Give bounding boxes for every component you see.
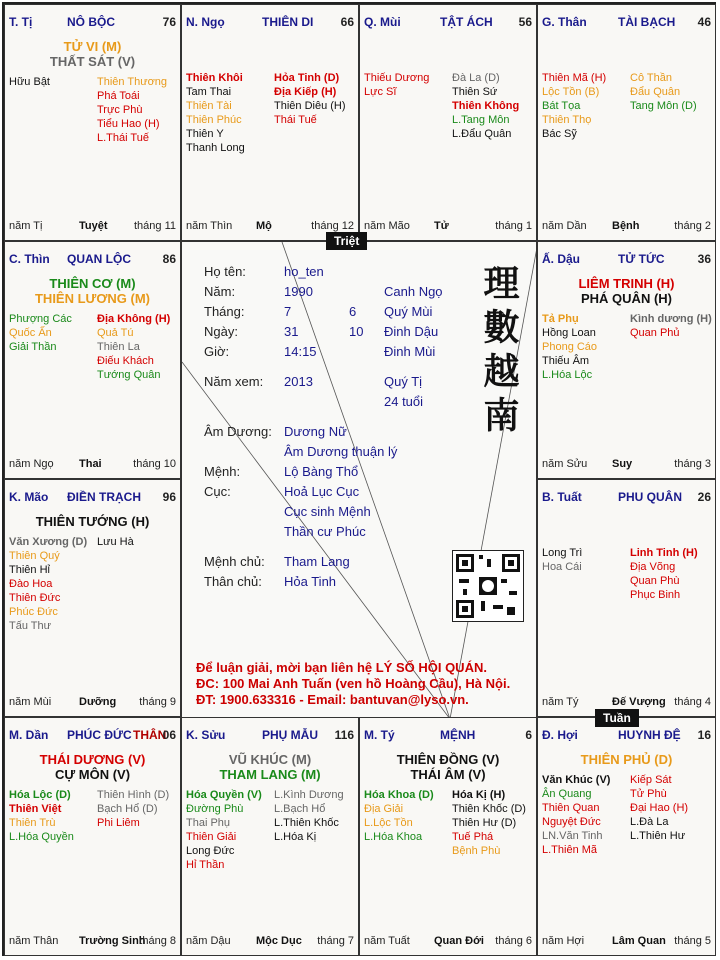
star-column-left	[186, 71, 245, 155]
star-item: Tướng Quân	[97, 369, 161, 381]
palace-name: QUAN LỘC	[67, 252, 131, 266]
palace-cell	[181, 717, 359, 956]
palace-name: MỆNH	[440, 728, 476, 742]
palace-footer	[542, 935, 711, 949]
palace-stage: Dưỡng	[79, 696, 117, 708]
palace-branch: K. Mão	[9, 490, 49, 504]
star-item: Phúc Đức	[9, 606, 58, 618]
star-column-left	[364, 71, 429, 99]
star-item: L.Hóa Kị	[274, 831, 317, 843]
main-star: VŨ KHÚC (M)	[228, 752, 312, 767]
star-item: Thanh Long	[186, 142, 245, 154]
palace-branch: N. Ngọ	[186, 15, 225, 29]
star-column-right	[274, 71, 346, 127]
palace-cell	[359, 717, 537, 956]
palace-branch: G. Thân	[542, 15, 587, 29]
star-item: Địa Kiếp (H)	[274, 86, 337, 98]
qr-code-icon	[453, 551, 523, 621]
value-ngay: 31	[284, 324, 299, 339]
palace-month: tháng 8	[139, 935, 176, 947]
star-item: Thiên Thương	[97, 76, 168, 88]
palace-year: năm Thìn	[186, 220, 233, 232]
value-menh: Lộ Bàng Thổ	[284, 464, 359, 479]
star-column-right	[630, 71, 697, 113]
star-item: Tam Thai	[186, 86, 232, 98]
label-menh-chu: Mệnh chủ:	[204, 554, 265, 569]
star-item: Thiên Hình (D)	[97, 789, 170, 801]
triet-tag: Triệt	[326, 232, 367, 250]
palace-footer	[364, 220, 532, 234]
star-item: Tuế Phá	[452, 831, 494, 843]
palace-stage: Suy	[612, 458, 633, 470]
star-item: Thiên Tài	[186, 100, 232, 112]
star-item: Đào Hoa	[9, 578, 53, 590]
palace-month: tháng 11	[133, 220, 176, 232]
value-nam-xem-canchi: Quý Tị	[384, 374, 423, 389]
palace-number: 06	[162, 728, 176, 742]
value-menh-chu: Tham Lang	[284, 554, 350, 569]
palace-number: 96	[162, 490, 176, 504]
star-item: Thiên Diêu (H)	[274, 100, 346, 112]
palace-number: 66	[340, 15, 354, 29]
palace-year: năm Tuất	[364, 935, 410, 947]
value-ngay-am: 10	[349, 324, 364, 339]
palace-footer	[9, 935, 176, 949]
star-item: Trực Phù	[97, 104, 143, 116]
star-item: Hồng Loan	[542, 327, 596, 339]
palace-year: năm Mùi	[9, 696, 52, 708]
palace-branch: Q. Mùi	[364, 15, 401, 29]
palace-year: năm Mão	[364, 220, 410, 232]
value-ho-ten: ho_ten	[284, 264, 324, 279]
value-am-duong-2: Âm Dương thuận lý	[284, 444, 398, 459]
palace-than-tag: THÂN	[133, 728, 167, 742]
star-item: Phượng Các	[9, 313, 72, 325]
value-nam-canchi: Canh Ngọ	[384, 284, 443, 299]
center-info-panel	[181, 241, 537, 718]
star-item: Tử Phù	[630, 788, 667, 800]
palace-stage: Thai	[79, 458, 102, 470]
star-item: Thiên Hư (D)	[452, 817, 517, 829]
star-column-right	[274, 788, 344, 844]
label-ho-ten: Họ tên:	[204, 264, 246, 279]
label-nam-xem: Năm xem:	[204, 374, 264, 389]
star-item: Kình dương (H)	[630, 313, 712, 325]
palace-name: PHU QUÂN	[618, 490, 683, 504]
star-item: Địa Giải	[364, 803, 404, 815]
star-column-right	[97, 788, 169, 830]
palace-number: 26	[697, 490, 711, 504]
star-item: Phá Toái	[97, 90, 140, 102]
palace-stage: Mộc Dục	[256, 935, 302, 947]
label-menh: Mệnh:	[204, 464, 241, 479]
palace-branch: Ấ. Dậu	[542, 252, 581, 266]
star-item: Thiên Sứ	[452, 86, 498, 98]
label-ngay: Ngày:	[204, 324, 238, 339]
star-item: Phong Cáo	[542, 341, 598, 353]
palace-number: 76	[162, 15, 176, 29]
palace-branch: Đ. Hợi	[542, 728, 578, 742]
star-item: Thiên Trù	[9, 817, 56, 829]
palace-footer	[364, 935, 532, 949]
palace-stage: Trường Sinh	[79, 935, 146, 947]
star-item: Thiên Không	[452, 100, 520, 112]
palace-cell	[4, 479, 181, 717]
palace-number: 16	[697, 728, 711, 742]
value-am-duong: Dương Nữ	[284, 424, 347, 439]
star-item: Thiên Quý	[9, 550, 60, 562]
star-column-left	[9, 788, 74, 844]
palace-name: TỬ TỨC	[618, 252, 665, 266]
main-star: THẤT SÁT (V)	[49, 54, 136, 69]
main-star: THÁI ÂM (V)	[410, 767, 486, 782]
main-star: PHÁ QUÂN (H)	[581, 291, 672, 306]
contact-line-3: ĐT: 1900.633316 - Email: bantuvan@lyso.vn.	[196, 692, 469, 707]
main-star: THAM LANG (M)	[219, 767, 321, 782]
main-star: THIÊN ĐỒNG (V)	[396, 752, 500, 767]
palace-month: tháng 6	[495, 935, 532, 947]
value-thang: 7	[284, 304, 292, 319]
palace-cell	[537, 241, 716, 479]
label-thang: Tháng:	[204, 304, 245, 319]
star-column-right	[97, 312, 170, 382]
label-nam: Năm:	[204, 284, 236, 299]
star-item: Lộc Tồn (B)	[542, 86, 600, 98]
star-item: Cô Thần	[630, 72, 672, 84]
palace-cell	[359, 4, 537, 241]
lyso-logo	[472, 264, 532, 440]
star-item: L.Lộc Tồn	[364, 817, 413, 829]
star-item: L.Thiên Khốc	[274, 817, 339, 829]
palace-branch: K. Sửu	[186, 728, 226, 742]
palace-cell	[4, 241, 181, 479]
star-item: Bác Sỹ	[542, 128, 577, 140]
star-item: Long Trì	[542, 547, 583, 559]
star-item: Hỉ Thần	[186, 859, 225, 871]
star-column-left	[186, 788, 262, 872]
palace-branch: M. Dần	[9, 728, 49, 742]
star-item: L.Thiên Hư	[630, 830, 686, 842]
palace-stage: Mộ	[256, 220, 272, 232]
star-column-right	[97, 535, 134, 549]
star-item: Thiên Đức	[9, 592, 61, 604]
star-column-left	[542, 546, 582, 574]
value-thang-am: 6	[349, 304, 357, 319]
palace-number: 36	[697, 252, 711, 266]
star-item: Văn Khúc (V)	[542, 774, 611, 786]
star-column-right	[452, 788, 526, 858]
value-cuc-3: Thần cư Phúc	[284, 524, 366, 539]
palace-name: PHỤ MẪU	[262, 728, 318, 742]
qr-code	[452, 550, 524, 622]
star-item: Quả Tú	[97, 327, 134, 339]
star-item: L.Thiên Mã	[542, 844, 598, 856]
star-item: Quốc Ấn	[9, 327, 52, 339]
star-column-left	[9, 75, 50, 89]
palace-year: năm Sửu	[542, 458, 588, 470]
palace-footer	[9, 696, 176, 710]
palace-name: PHÚC ĐỨC	[67, 728, 132, 742]
palace-cell	[537, 479, 716, 717]
palace-month: tháng 4	[674, 696, 711, 708]
star-item: L.Kình Dương	[274, 789, 344, 801]
value-gio: 14:15	[284, 344, 317, 359]
star-item: Bát Tọa	[542, 100, 581, 112]
star-item: Thiên Thọ	[542, 114, 592, 126]
label-gio: Giờ:	[204, 344, 230, 359]
star-item: Linh Tinh (H)	[630, 547, 698, 559]
star-item: Kiếp Sát	[630, 774, 672, 786]
palace-year: năm Thân	[9, 935, 59, 947]
star-item: Thái Tuế	[274, 114, 317, 126]
star-item: Thiên La	[97, 341, 140, 353]
main-star: THIÊN TƯỚNG (H)	[35, 514, 150, 529]
star-item: Lực Sĩ	[364, 86, 397, 98]
value-nam: 1990	[284, 284, 313, 299]
palace-month: tháng 12	[311, 220, 354, 232]
label-am-duong: Âm Dương:	[204, 424, 272, 439]
palace-month: tháng 5	[674, 935, 711, 947]
main-star: THIÊN LƯƠNG (M)	[34, 291, 151, 306]
star-item: LN.Văn Tinh	[542, 830, 603, 842]
palace-month: tháng 10	[133, 458, 176, 470]
star-item: Tang Môn (D)	[630, 100, 697, 112]
value-nam-xem: 2013	[284, 374, 313, 389]
palace-number: 46	[697, 15, 711, 29]
palace-year: năm Tý	[542, 696, 579, 708]
palace-cell	[4, 4, 181, 241]
palace-stage: Lâm Quan	[612, 935, 666, 947]
palace-year: năm Tị	[9, 220, 43, 232]
star-item: Thiên Khốc (D)	[452, 803, 526, 815]
palace-stage: Tử	[434, 220, 449, 232]
palace-footer	[542, 458, 711, 472]
star-item: Giải Thần	[9, 341, 57, 353]
star-item: Đường Phù	[186, 803, 244, 815]
palace-month: tháng 9	[139, 696, 176, 708]
star-column-left	[9, 535, 87, 633]
star-item: Đẩu Quân	[630, 86, 681, 98]
star-item: Hỏa Tinh (D)	[274, 72, 340, 84]
star-item: Địa Không (H)	[97, 313, 171, 325]
value-cuc-2: Cục sinh Mệnh	[284, 504, 371, 519]
palace-year: năm Dần	[542, 220, 587, 232]
star-item: Văn Xương (D)	[9, 536, 88, 548]
value-thang-canchi: Quý Mùi	[384, 304, 433, 319]
palace-year: năm Hợi	[542, 935, 585, 947]
star-item: L.Tang Môn	[452, 114, 510, 126]
label-cuc: Cục:	[204, 484, 231, 499]
star-item: L.Hóa Quyền	[9, 831, 74, 843]
palace-cell	[4, 717, 181, 956]
star-item: Long Đức	[186, 845, 235, 857]
star-item: Quan Phủ	[630, 327, 680, 339]
palace-month: tháng 3	[674, 458, 711, 470]
star-column-right	[452, 71, 519, 141]
palace-number: 116	[334, 728, 354, 742]
palace-footer	[542, 696, 711, 710]
palace-stage: Tuyệt	[79, 220, 108, 232]
star-item: Thiên Mã (H)	[542, 72, 607, 84]
star-column-left	[542, 773, 610, 857]
value-cuc: Hoả Lục Cục	[284, 484, 360, 499]
main-star: LIÊM TRINH (H)	[578, 276, 675, 291]
star-column-left	[542, 312, 597, 382]
star-item: Thiên Quan	[542, 802, 600, 814]
value-ngay-canchi: Đinh Dậu	[384, 324, 439, 339]
star-column-right	[630, 773, 688, 843]
palace-name: NÔ BỘC	[67, 15, 115, 29]
star-item: Hóa Lộc (D)	[9, 789, 71, 801]
star-item: Hóa Khoa (D)	[364, 789, 434, 801]
palace-branch: M. Tý	[364, 728, 395, 742]
star-item: Thiên Khôi	[186, 72, 243, 84]
star-item: Hữu Bật	[9, 76, 50, 88]
star-item: Đại Hao (H)	[630, 802, 689, 814]
star-item: Lưu Hà	[97, 536, 134, 548]
star-item: L.Đà La	[630, 816, 669, 828]
main-star: THIÊN CƠ (M)	[49, 276, 136, 291]
star-column-left	[542, 71, 606, 141]
logo-text: 理數越南	[478, 264, 520, 440]
star-column-right	[630, 546, 698, 602]
star-item: Thiếu Dương	[364, 72, 430, 84]
palace-branch: B. Tuất	[542, 490, 582, 504]
star-item: Hóa Quyền (V)	[186, 789, 262, 801]
star-item: Đà La (D)	[452, 72, 500, 84]
palace-cell	[537, 717, 716, 956]
palace-month: tháng 2	[674, 220, 711, 232]
star-item: Phục Binh	[630, 589, 681, 601]
star-item: L.Bạch Hổ	[274, 803, 326, 815]
palace-branch: C. Thìn	[9, 252, 50, 266]
palace-footer	[9, 220, 176, 234]
palace-cell	[181, 4, 359, 241]
star-item: L.Thái Tuế	[97, 132, 149, 144]
palace-stage: Đế Vượng	[612, 696, 666, 708]
contact-line-1: Để luận giải, mời bạn liên hệ LÝ SỐ HỘI QUÁN.	[196, 660, 487, 675]
palace-name: THIÊN DI	[262, 15, 314, 29]
palace-year: năm Ngọ	[9, 458, 54, 470]
palace-name: ĐIỀN TRẠCH	[67, 490, 141, 504]
star-item: Tả Phụ	[542, 313, 579, 325]
star-item: Thiên Phúc	[186, 114, 242, 126]
palace-number: 86	[162, 252, 176, 266]
star-item: L.Hóa Khoa	[364, 831, 423, 843]
value-gio-canchi: Đinh Mùi	[384, 344, 436, 359]
palace-number: 56	[518, 15, 532, 29]
palace-footer	[186, 935, 354, 949]
star-item: Thai Phụ	[186, 817, 231, 829]
palace-month: tháng 7	[317, 935, 354, 947]
main-star: THIÊN PHỦ (D)	[580, 752, 673, 767]
star-item: Thiên Việt	[9, 803, 62, 815]
palace-name: TÀI BẠCH	[618, 15, 676, 29]
main-star: THÁI DƯƠNG (V)	[39, 752, 146, 767]
star-column-left	[9, 312, 72, 354]
palace-footer	[542, 220, 711, 234]
star-item: Thiếu Âm	[542, 355, 590, 367]
star-item: Nguyệt Đức	[542, 816, 601, 828]
palace-year: năm Dậu	[186, 935, 231, 947]
star-item: Tiểu Hao (H)	[97, 118, 160, 130]
palace-number: 6	[525, 728, 532, 742]
tuan-tag: Tuần	[595, 709, 639, 727]
star-item: Thiên Hỉ	[9, 564, 50, 576]
star-item: Bạch Hổ (D)	[97, 803, 158, 815]
star-item: Bệnh Phù	[452, 845, 501, 857]
label-than-chu: Thân chủ:	[204, 574, 262, 589]
star-item: L.Đẩu Quân	[452, 128, 512, 140]
palace-name: TẬT ÁCH	[440, 15, 493, 29]
star-item: Địa Võng	[630, 561, 676, 573]
star-item: Thiên Giải	[186, 831, 237, 843]
contact-line-2: ĐC: 100 Mai Anh Tuấn (ven hồ Hoàng Cầu), Hà Nội.	[196, 676, 511, 691]
star-column-right	[97, 75, 167, 145]
palace-month: tháng 1	[495, 220, 532, 232]
palace-branch: T. Tị	[9, 15, 33, 29]
star-item: Tấu Thư	[9, 620, 52, 632]
palace-footer	[9, 458, 176, 472]
palace-stage: Bệnh	[612, 220, 640, 232]
main-star: TỬ VI (M)	[63, 39, 122, 54]
star-item: Hóa Kị (H)	[452, 789, 506, 801]
star-item: Hoa Cái	[542, 561, 582, 573]
value-than-chu: Hỏa Tinh	[284, 574, 337, 589]
palace-name: HUYNH ĐỆ	[618, 728, 681, 742]
palace-cell	[537, 4, 716, 241]
star-item: Quan Phù	[630, 575, 680, 587]
star-item: Phi Liêm	[97, 817, 140, 829]
palace-stage: Quan Đới	[434, 935, 484, 947]
star-column-left	[364, 788, 434, 844]
star-item: Ân Quang	[542, 788, 592, 800]
star-item: Điếu Khách	[97, 355, 154, 367]
star-item: L.Hóa Lộc	[542, 369, 593, 381]
star-column-right	[630, 312, 712, 340]
star-item: Thiên Y	[186, 128, 224, 140]
main-star: CỰ MÔN (V)	[54, 767, 131, 782]
value-tuoi: 24 tuổi	[384, 394, 424, 409]
